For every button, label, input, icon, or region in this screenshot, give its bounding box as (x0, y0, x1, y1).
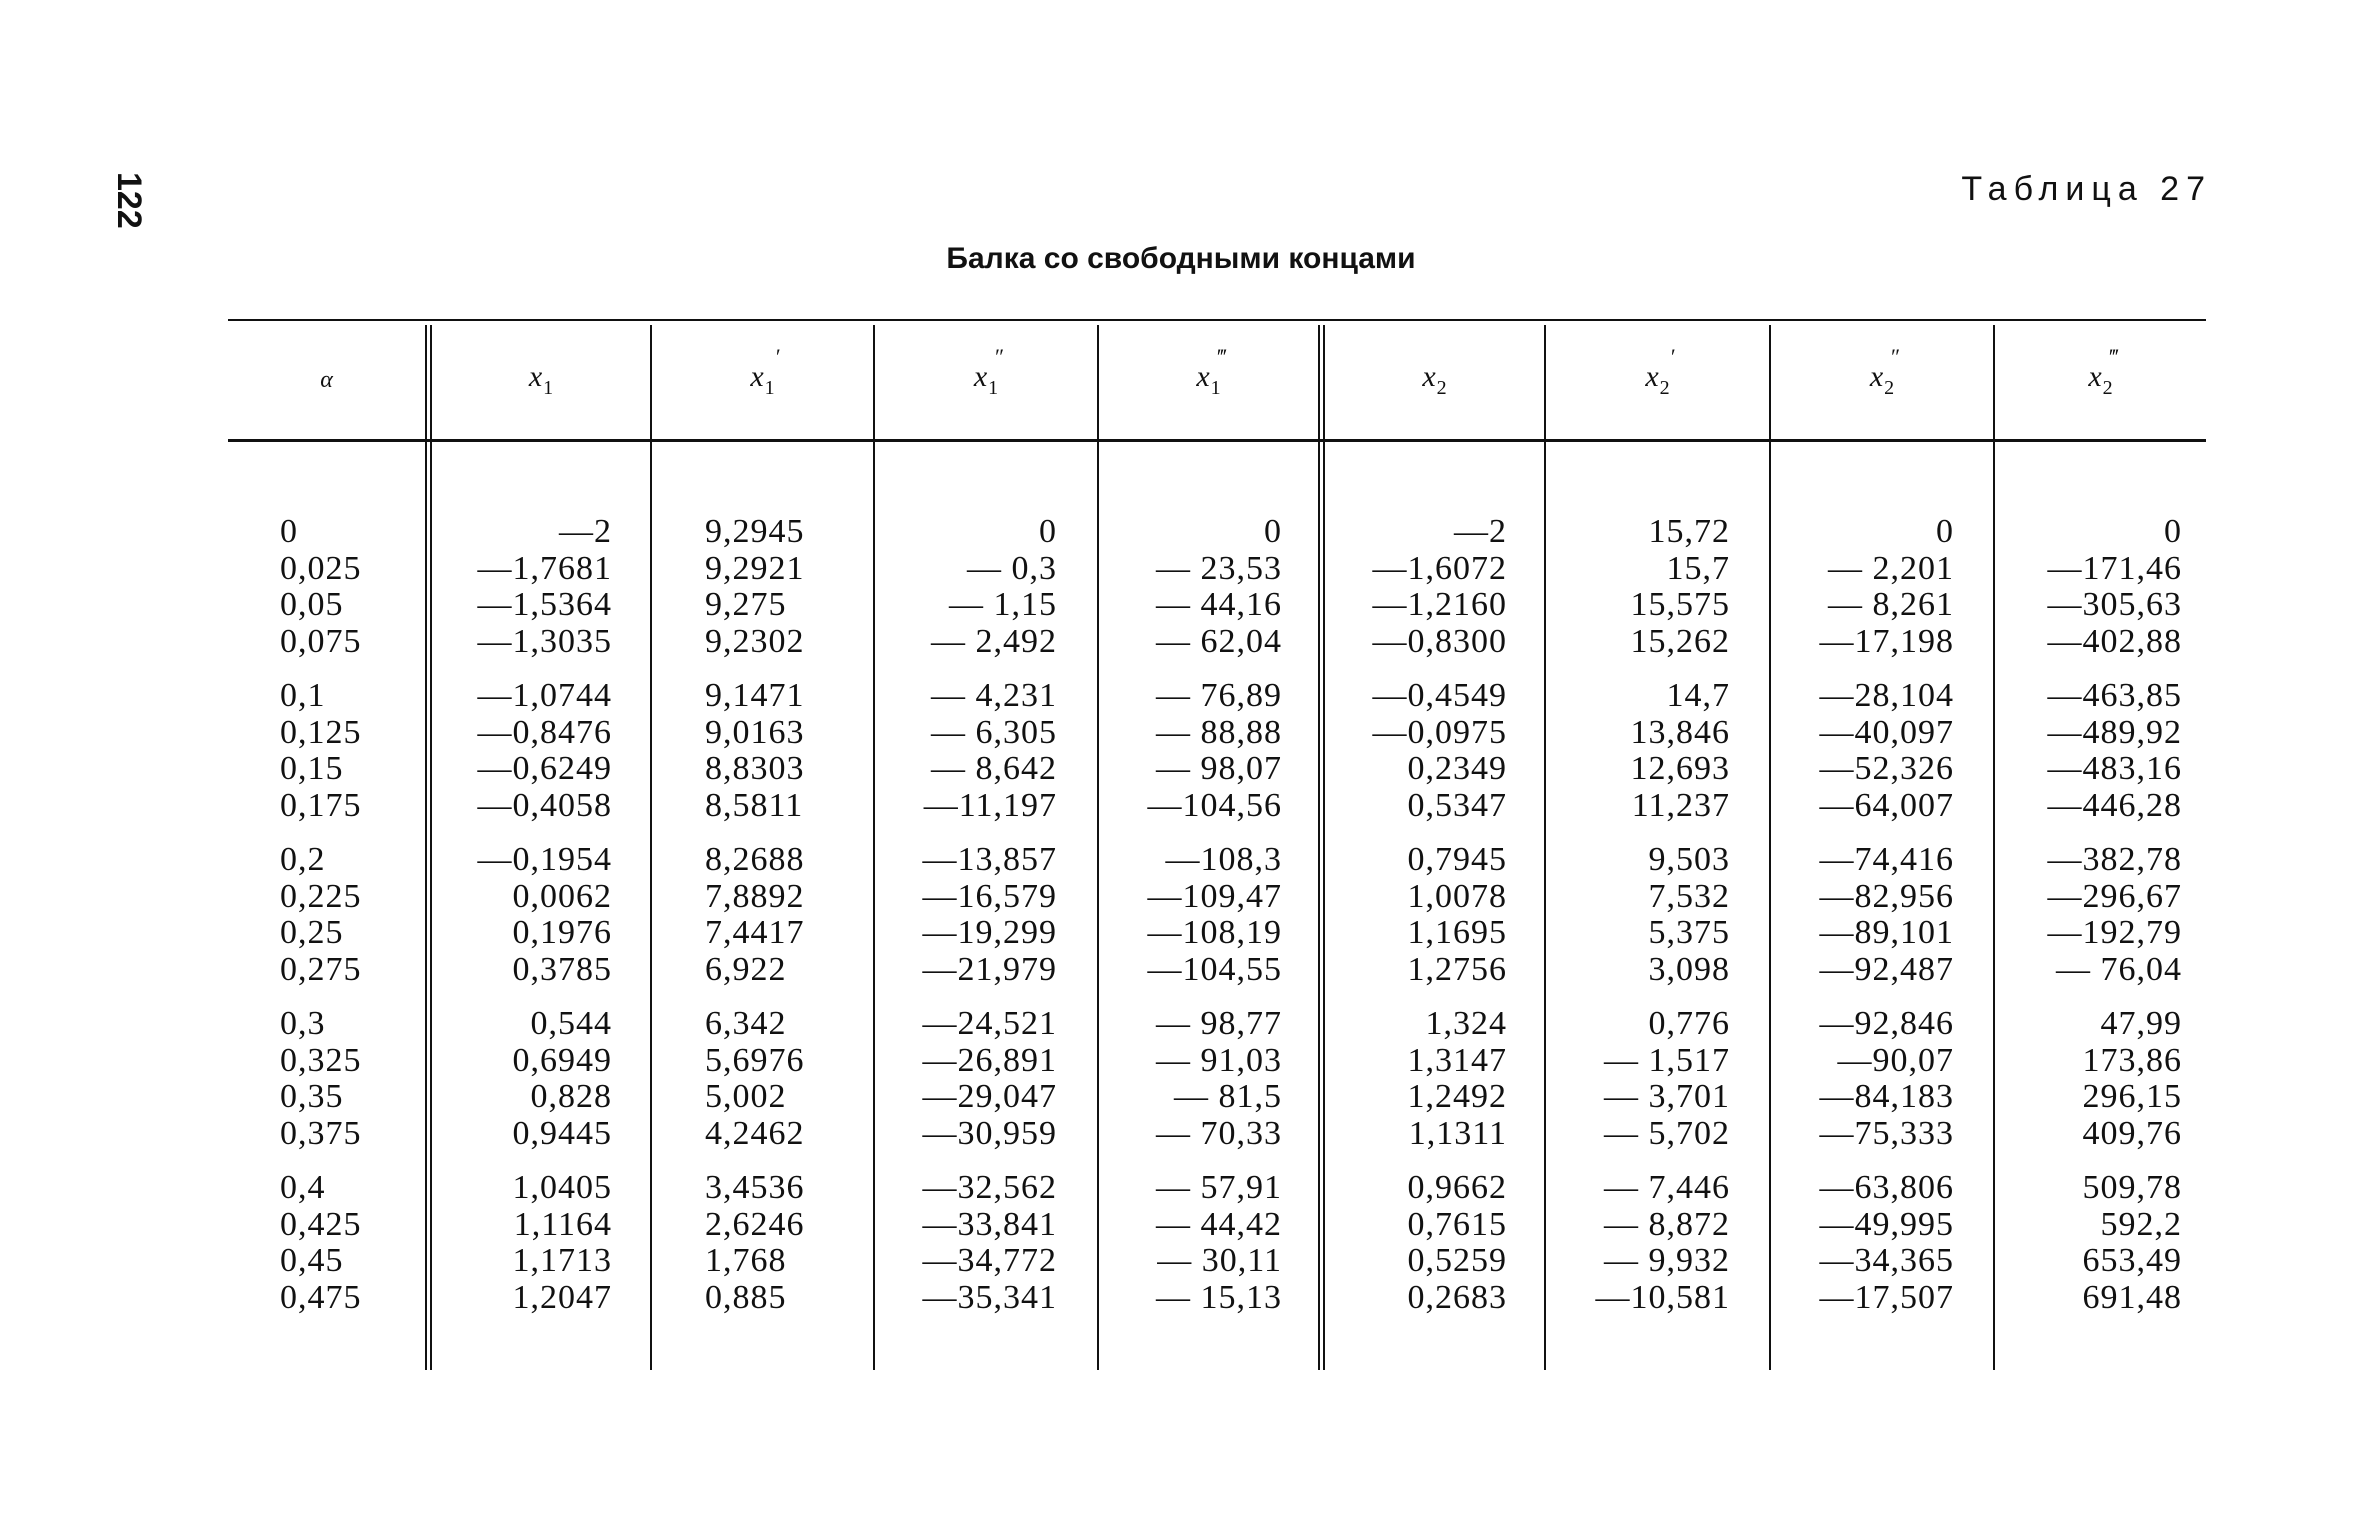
table-cell: 0,3 (280, 1005, 326, 1042)
table-title: Балка со свободными концами (946, 242, 1416, 275)
row-group (2048, 1006, 2183, 1152)
table-cell: —0,6249 (477, 750, 612, 787)
table-cell: 11,237 (1631, 786, 1730, 824)
row-group (2048, 678, 2183, 824)
table-cell: — 5,702 (1604, 1114, 1730, 1152)
table-cell: 15,575 (1630, 586, 1730, 623)
table-cell: —74,416 (1819, 841, 1954, 878)
table-cell: 9,1471 (705, 677, 805, 714)
table-cell: —24,521 (922, 1005, 1057, 1042)
table-cell: 1,3147 (1407, 1041, 1507, 1079)
column-x1-prime (705, 514, 805, 1334)
row-group (923, 678, 1058, 824)
table-cell: 5,375 (1648, 914, 1730, 951)
table-cell: — 6,305 (931, 713, 1057, 751)
table-cell: —64,007 (1819, 786, 1954, 824)
column-x2-triple-prime (2048, 514, 2183, 1334)
column-x2-double-prime (1820, 514, 1955, 1334)
row-group (1373, 1006, 1508, 1152)
table-cell: 15,262 (1630, 622, 1730, 660)
row-group (1148, 514, 1283, 660)
table-cell: 0,1 (280, 677, 326, 714)
row-group (478, 1006, 613, 1152)
table-cell: 1,2756 (1407, 950, 1507, 988)
table-cell: — 91,03 (1156, 1041, 1282, 1079)
table-cell: —1,6072 (1372, 549, 1507, 587)
table-cell: 0,15 (280, 750, 344, 787)
table-cell: 0,375 (280, 1114, 362, 1152)
table-cell: —28,104 (1819, 677, 1954, 714)
row-group (280, 514, 362, 660)
table-cell: — 4,231 (931, 677, 1057, 714)
table-cell: — 81,5 (1174, 1078, 1282, 1115)
table-cell: 9,0163 (705, 713, 805, 751)
table-cell: 3,098 (1648, 950, 1730, 988)
table-cell: 691,48 (2082, 1278, 2182, 1316)
table-cell: —30,959 (922, 1114, 1057, 1152)
header-x2pp-base: x (1869, 360, 1884, 393)
table-cell: — 0,3 (967, 549, 1057, 587)
table-cell: 0,828 (530, 1078, 612, 1115)
row-group (1820, 842, 1955, 988)
header-x1pp-base: x (973, 360, 988, 393)
row-group (1148, 842, 1283, 988)
header-x2-triple-prime (1995, 322, 2206, 438)
table-cell: — 8,872 (1604, 1205, 1730, 1243)
column-separator (1769, 325, 1771, 1370)
table-cell: 5,6976 (705, 1041, 805, 1079)
header-alpha (228, 322, 425, 438)
column-separator (1544, 325, 1546, 1370)
header-x2-base: x (1422, 360, 1436, 393)
header-x1p-prime: ′ (775, 344, 781, 369)
table-cell: —40,097 (1819, 713, 1954, 751)
column-separator (873, 325, 875, 1370)
table-cell: — 23,53 (1156, 549, 1282, 587)
table-cell: —92,487 (1819, 950, 1954, 988)
table-cell: 0 (1039, 513, 1057, 550)
header-x2-prime (1546, 322, 1769, 438)
table-cell: 0,275 (280, 950, 362, 988)
table-cell: —75,333 (1819, 1114, 1954, 1152)
table-cell: 8,5811 (705, 786, 804, 824)
row-group (1596, 514, 1731, 660)
table-cell: 0,5259 (1407, 1242, 1507, 1279)
table-cell: 592,2 (2100, 1205, 2182, 1243)
table-cell: 7,532 (1648, 877, 1730, 915)
header-x2p-base: x (1645, 360, 1659, 393)
header-x1ppp-base: x (1196, 360, 1210, 393)
column-x1-double-prime (923, 514, 1058, 1334)
table-cell: —104,55 (1147, 950, 1282, 988)
table-cell: —11,197 (923, 786, 1057, 824)
table-cell: 1,0405 (512, 1169, 612, 1206)
table-cell: 0,475 (280, 1278, 362, 1316)
header-x2 (1325, 322, 1544, 438)
row-group (1148, 678, 1283, 824)
table-cell: — 62,04 (1156, 622, 1282, 660)
table-cell: 8,2688 (705, 841, 805, 878)
table-cell: 0,425 (280, 1205, 362, 1243)
table-cell: 0,075 (280, 622, 362, 660)
table-cell: —90,07 (1837, 1041, 1954, 1079)
header-x2ppp-base: x (2088, 360, 2102, 393)
table-cell: —382,78 (2047, 841, 2182, 878)
table-cell: 9,2921 (705, 549, 805, 587)
header-x2pp-prime: ″ (1890, 344, 1901, 369)
table-cell: 9,2945 (705, 513, 805, 550)
table-cell: 0,7945 (1407, 841, 1507, 878)
row-group (280, 678, 362, 824)
table-cell: 15,72 (1648, 513, 1730, 550)
table-cell: — 2,492 (931, 622, 1057, 660)
row-group (1820, 514, 1955, 660)
table-cell: 0,025 (280, 549, 362, 587)
table-cell: —84,183 (1819, 1078, 1954, 1115)
row-group (923, 1170, 1058, 1316)
row-group (923, 514, 1058, 660)
header-x1-base: x (528, 360, 543, 393)
table-cell: — 44,42 (1156, 1205, 1282, 1243)
table-cell: 1,1311 (1408, 1114, 1507, 1152)
table-cell: 6,922 (705, 950, 787, 988)
table-cell: —109,47 (1147, 877, 1282, 915)
table-cell: — 1,15 (949, 586, 1057, 623)
row-group (705, 1170, 805, 1316)
row-group (1820, 678, 1955, 824)
table-cell: — 98,07 (1156, 750, 1282, 787)
table-cell: —34,772 (922, 1242, 1057, 1279)
table-cell: —463,85 (2047, 677, 2182, 714)
table-cell: —21,979 (922, 950, 1057, 988)
table-cell: 0,45 (280, 1242, 344, 1279)
table-cell: — 30,11 (1157, 1242, 1282, 1279)
table-cell: 13,846 (1630, 713, 1730, 751)
table-cell: —1,0744 (477, 677, 612, 714)
column-separator (650, 325, 652, 1370)
table-cell: — 1,517 (1604, 1041, 1730, 1079)
table-cell: 1,324 (1425, 1005, 1507, 1042)
table-cell: —63,806 (1819, 1169, 1954, 1206)
row-group (478, 1170, 613, 1316)
table-cell: 1,2047 (512, 1278, 612, 1316)
column-alpha (280, 514, 362, 1334)
table-cell: 0,05 (280, 586, 344, 623)
table-cell: 1,1713 (512, 1242, 612, 1279)
row-group (1148, 1170, 1283, 1316)
table-cell: 1,1164 (513, 1205, 612, 1243)
row-group (923, 842, 1058, 988)
table-cell: —32,562 (922, 1169, 1057, 1206)
table-cell: —108,3 (1165, 841, 1282, 878)
table-cell: 7,4417 (705, 914, 805, 951)
table-cell: 4,2462 (705, 1114, 805, 1152)
table-cell: — 3,701 (1604, 1078, 1730, 1115)
header-x2-sub: 2 (1436, 377, 1447, 399)
table-cell: 15,7 (1666, 549, 1730, 587)
table-cell: —92,846 (1819, 1005, 1954, 1042)
table-cell: 1,768 (705, 1242, 787, 1279)
row-group (1373, 842, 1508, 988)
table-cell: —26,891 (922, 1041, 1057, 1079)
table-cell: —0,1954 (477, 841, 612, 878)
row-group (1820, 1170, 1955, 1316)
table-cell: —89,101 (1819, 914, 1954, 951)
table-cell: 8,8303 (705, 750, 805, 787)
row-group (1596, 678, 1731, 824)
table-cell: 9,275 (705, 586, 787, 623)
table-cell: 0,25 (280, 914, 344, 951)
column-x2 (1373, 514, 1508, 1334)
row-group (1373, 678, 1508, 824)
row-group (478, 678, 613, 824)
table-cell: 0,2683 (1407, 1278, 1507, 1316)
table-cell: —2 (559, 513, 612, 550)
table-cell: 9,2302 (705, 622, 805, 660)
table-cell: —29,047 (922, 1078, 1057, 1115)
table-cell: 12,693 (1630, 750, 1730, 787)
row-group (1373, 514, 1508, 660)
header-x2p-prime: ′ (1670, 344, 1676, 369)
column-x1 (478, 514, 613, 1334)
table-cell: 0,9445 (512, 1114, 612, 1152)
table-cell: 0,175 (280, 786, 362, 824)
column-separator (1097, 325, 1099, 1370)
table-cell: —1,3035 (477, 622, 612, 660)
table-cell: — 98,77 (1156, 1005, 1282, 1042)
table-cell: — 2,201 (1828, 549, 1954, 587)
header-x1pp-sub: 1 (988, 377, 999, 399)
table-cell: 47,99 (2100, 1005, 2182, 1042)
table-cell: 0,225 (280, 877, 362, 915)
table-cell: —0,4058 (477, 786, 612, 824)
header-x1p-base: x (750, 360, 764, 393)
table-cell: 0 (280, 513, 298, 550)
table-cell: 0,544 (530, 1005, 612, 1042)
table-cell: —0,8476 (477, 713, 612, 751)
table-cell: —489,92 (2047, 713, 2182, 751)
table-label: Таблица 27 (1961, 170, 2212, 208)
table-cell: —0,8300 (1372, 622, 1507, 660)
table-cell: —49,995 (1819, 1205, 1954, 1243)
table-cell: 296,15 (2082, 1078, 2182, 1115)
header-x1ppp-prime: ‴ (1217, 344, 1227, 369)
table-cell: 7,8892 (705, 877, 805, 915)
header-x1ppp-sub: 1 (1210, 377, 1221, 399)
table-cell: —19,299 (922, 914, 1057, 951)
table-cell: —108,19 (1147, 914, 1282, 951)
row-group (280, 1170, 362, 1316)
table-cell: 0,0062 (512, 877, 612, 915)
table-cell: 1,1695 (1407, 914, 1507, 951)
table-cell: 0,4 (280, 1169, 326, 1206)
row-group (2048, 842, 2183, 988)
header-x2-double-prime (1771, 322, 1993, 438)
table-cell: 0,3785 (512, 950, 612, 988)
table-cell: 0 (1936, 513, 1954, 550)
table-cell: —82,956 (1819, 877, 1954, 915)
table-cell: 0,125 (280, 713, 362, 751)
table-cell: — 57,91 (1156, 1169, 1282, 1206)
table-cell: 1,2492 (1407, 1078, 1507, 1115)
header-x1-triple-prime (1099, 322, 1318, 438)
table-cell: — 76,04 (2056, 950, 2182, 988)
header-x1p-sub: 1 (764, 377, 775, 399)
table-cell: 0,9662 (1407, 1169, 1507, 1206)
header-x1 (432, 322, 650, 438)
table-cell: 9,503 (1648, 841, 1730, 878)
table-cell: —34,365 (1819, 1242, 1954, 1279)
table-cell: 14,7 (1666, 677, 1730, 714)
table-cell: 173,86 (2082, 1041, 2182, 1079)
table-cell: 409,76 (2082, 1114, 2182, 1152)
table-cell: —1,7681 (477, 549, 612, 587)
row-group (1148, 1006, 1283, 1152)
table-cell: —171,46 (2047, 549, 2182, 587)
table-cell: —1,2160 (1372, 586, 1507, 623)
table-top-rule (228, 319, 2206, 321)
table-cell: 509,78 (2082, 1169, 2182, 1206)
row-group (705, 514, 805, 660)
table-cell: —33,841 (922, 1205, 1057, 1243)
table-cell: —16,579 (922, 877, 1057, 915)
table-cell: — 88,88 (1156, 713, 1282, 751)
column-separator-double (425, 325, 427, 1370)
table-cell: —305,63 (2047, 586, 2182, 623)
table-cell: —296,67 (2047, 877, 2182, 915)
table-cell: —13,857 (922, 841, 1057, 878)
table-cell: 1,0078 (1407, 877, 1507, 915)
row-group (1820, 1006, 1955, 1152)
table-cell: 653,49 (2082, 1242, 2182, 1279)
table-cell: 0,7615 (1407, 1205, 1507, 1243)
header-alpha-label: α (320, 366, 333, 393)
table-cell: 0,1976 (512, 914, 612, 951)
table-cell: — 76,89 (1156, 677, 1282, 714)
table-cell: 0,6949 (512, 1041, 612, 1079)
table-cell: —483,16 (2047, 750, 2182, 787)
table-cell: — 7,446 (1604, 1169, 1730, 1206)
row-group (1596, 1006, 1731, 1152)
table-cell: —2 (1454, 513, 1507, 550)
header-bottom-rule (228, 439, 2206, 442)
row-group (280, 1006, 362, 1152)
table-cell: 0,325 (280, 1041, 362, 1079)
table-cell: —446,28 (2047, 786, 2182, 824)
table-cell: 3,4536 (705, 1169, 805, 1206)
row-group (478, 514, 613, 660)
header-x2p-sub: 2 (1659, 377, 1670, 399)
table-cell: 2,6246 (705, 1205, 805, 1243)
row-group (478, 842, 613, 988)
table-cell: — 8,261 (1828, 586, 1954, 623)
table-cell: 5,002 (705, 1078, 787, 1115)
table-cell: —52,326 (1819, 750, 1954, 787)
table-cell: — 70,33 (1156, 1114, 1282, 1152)
table-cell: 0,2 (280, 841, 326, 878)
header-x2pp-sub: 2 (1884, 377, 1895, 399)
table-cell: —35,341 (922, 1278, 1057, 1316)
table-cell: 0,5347 (1407, 786, 1507, 824)
table-cell: — 9,932 (1604, 1242, 1730, 1279)
table-cell: —192,79 (2047, 914, 2182, 951)
column-separator-double (1318, 325, 1320, 1370)
table-cell: 0,776 (1648, 1005, 1730, 1042)
table-cell: —0,4549 (1372, 677, 1507, 714)
table-cell: —1,5364 (477, 586, 612, 623)
row-group (705, 1006, 805, 1152)
table-cell: 0,35 (280, 1078, 344, 1115)
table-cell: —402,88 (2047, 622, 2182, 660)
column-separator (1993, 325, 1995, 1370)
row-group (923, 1006, 1058, 1152)
header-x1-sub: 1 (543, 377, 554, 399)
table-cell: —104,56 (1147, 786, 1282, 824)
table-cell: —17,507 (1819, 1278, 1954, 1316)
header-x2ppp-sub: 2 (2102, 377, 2113, 399)
column-x2-prime (1596, 514, 1731, 1334)
page-number: 122 (110, 172, 148, 229)
column-x1-triple-prime (1148, 514, 1283, 1334)
table-cell: —10,581 (1595, 1278, 1730, 1316)
row-group (2048, 1170, 2183, 1316)
table-cell: — 15,13 (1156, 1278, 1282, 1316)
table-cell: 0 (2164, 513, 2182, 550)
row-group (2048, 514, 2183, 660)
row-group (280, 842, 362, 988)
table-cell: —17,198 (1819, 622, 1954, 660)
table-cell: 0 (1264, 513, 1282, 550)
table-cell: — 8,642 (931, 750, 1057, 787)
header-x1-double-prime (875, 322, 1097, 438)
header-x2ppp-prime: ‴ (2109, 344, 2119, 369)
row-group (1373, 1170, 1508, 1316)
table-cell: 0,2349 (1407, 750, 1507, 787)
row-group (705, 678, 805, 824)
row-group (1596, 1170, 1731, 1316)
row-group (1596, 842, 1731, 988)
table-cell: 6,342 (705, 1005, 787, 1042)
header-x1pp-prime: ″ (994, 344, 1005, 369)
row-group (705, 842, 805, 988)
table-cell: —0,0975 (1372, 713, 1507, 751)
table-cell: — 44,16 (1156, 586, 1282, 623)
table-cell: 0,885 (705, 1278, 787, 1316)
header-x1-prime (652, 322, 873, 438)
